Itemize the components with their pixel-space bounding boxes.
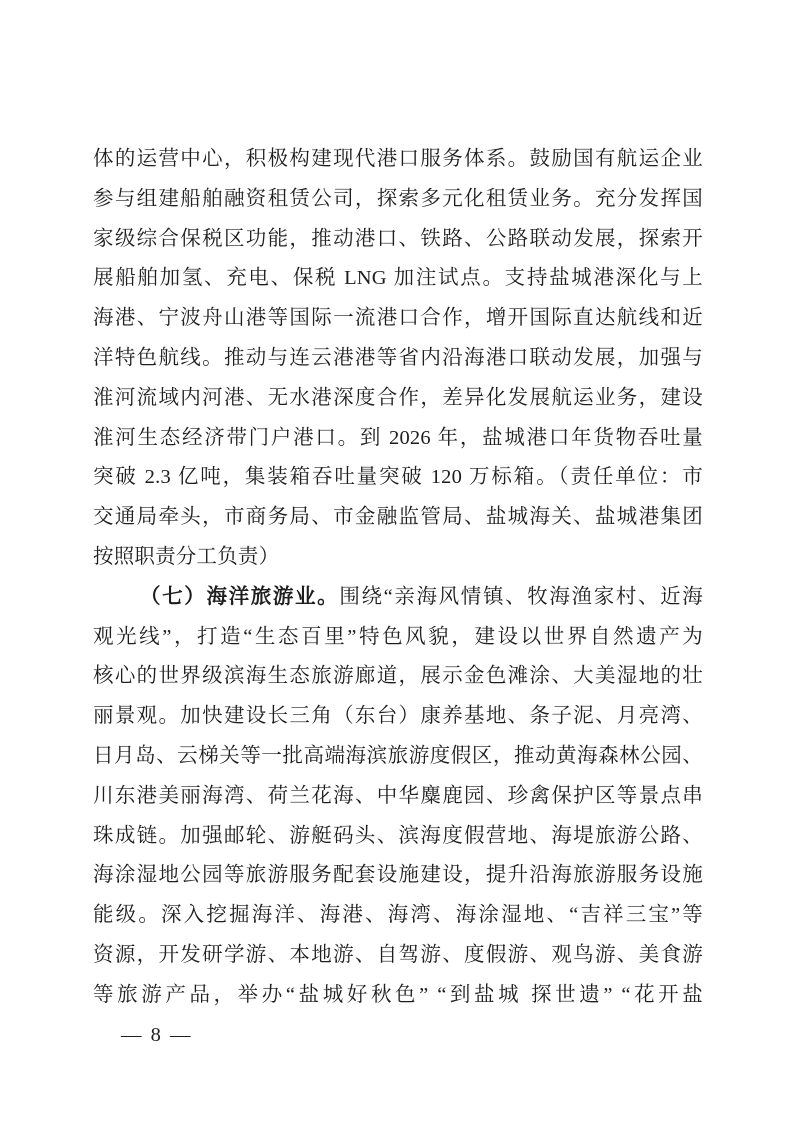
text-line: 观光线”，打造“生态百里”特色风貌，建设以世界自然遗产为 (93, 625, 703, 648)
paragraph-port-shipping (93, 140, 703, 578)
text-line: 体的运营中心，积极构建现代港口服务体系。鼓励国有航运企业 (93, 148, 703, 170)
text-line: 珠成链。加强邮轮、游艇码头、滨海度假营地、海堤旅游公路、 (93, 824, 703, 847)
text-line: 丽景观。加快建设长三角（东台）康养基地、条子泥、月亮湾、 (93, 705, 703, 728)
document-body (93, 140, 703, 1016)
text-line: 等旅游产品，举办“盐城好秋色” “到盐城 探世遗” “花开盐 (93, 983, 703, 1006)
page-number: — 8 — (121, 1024, 193, 1046)
text-line: 资源，开发研学游、本地游、自驾游、度假游、观鸟游、美食游 (93, 943, 703, 966)
section-first-line-text: 围绕“亲海风情镇、牧海渔家村、近海 (339, 585, 703, 608)
text-line: 日月岛、云梯关等一批高端海滨旅游度假区，推动黄海森林公园、 (93, 744, 703, 767)
section-heading: （七）海洋旅游业。 (140, 585, 340, 608)
text-line: 川东港美丽海湾、荷兰花海、中华麋鹿园、珍禽保护区等景点串 (93, 784, 703, 807)
text-line: 淮河生态经济带门户港口。到 2026 年，盐城港口年货物吞吐量 (93, 426, 703, 449)
text-line: 海港、宁波舟山港等国际一流港口合作，增开国际直达航线和近 (93, 307, 703, 330)
text-line: 核心的世界级滨海生态旅游廊道，展示金色滩涂、大美湿地的壮 (93, 665, 703, 688)
text-line: 按照职责分工负责） (93, 545, 280, 568)
text-line: 洋特色航线。推动与连云港港等省内沿海港口联动发展，加强与 (93, 346, 703, 369)
text-line: 突破 2.3 亿吨，集装箱吞吐量突破 120 万标箱。（责任单位：市 (93, 466, 703, 489)
text-line: 淮河流域内河港、无水港深度合作，差异化发展航运业务，建设 (93, 386, 703, 409)
paragraph-marine-tourism (93, 578, 703, 1016)
text-line: 展船舶加氢、充电、保税 LNG 加注试点。支持盐城港深化与上 (93, 267, 703, 290)
text-line: 家级综合保税区功能，推动港口、铁路、公路联动发展，探索开 (93, 227, 703, 250)
text-line: 能级。深入挖掘海洋、海港、海湾、海涂湿地、“吉祥三宝”等 (93, 904, 703, 927)
text-line: 交通局牵头，市商务局、市金融监管局、盐城海关、盐城港集团 (93, 506, 703, 529)
text-line: 参与组建船舶融资租赁公司，探索多元化租赁业务。充分发挥国 (93, 187, 703, 210)
text-line: 海涂湿地公园等旅游服务配套设施建设，提升沿海旅游服务设施 (93, 864, 703, 887)
text-line (93, 578, 703, 618)
